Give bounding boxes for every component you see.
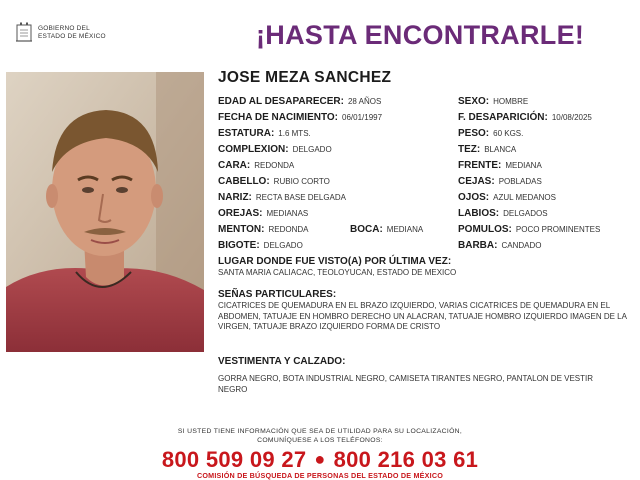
- headline: ¡HASTA ENCONTRARLE!: [256, 20, 585, 50]
- clothing-text: GORRA NEGRO, BOTA INDUSTRIAL NEGRO, CAMISETA TIRANTES NEGRO, PANTALON DE VESTIR NEGRO: [218, 374, 594, 394]
- field-label: FECHA DE NACIMIENTO:: [218, 112, 338, 123]
- phone-number-1[interactable]: 800 509 09 27: [161, 447, 307, 472]
- field-value: BLANCA: [484, 145, 517, 154]
- field-value: CANDADO: [501, 241, 542, 250]
- field-nariz: [218, 192, 346, 203]
- field-value: DELGADOS: [503, 209, 548, 218]
- field-value: 06/01/1997: [342, 113, 383, 122]
- person-name: JOSE MEZA SANCHEZ: [218, 69, 392, 86]
- field-labios: [458, 208, 548, 219]
- particular-signs-text: CICATRICES DE QUEMADURA EN EL BRAZO IZQUIERDO, VARIAS CICATRICES DE QUEMADURA EN EL ABDOMEN, TATUAJE EN HOMBRO DERECHO UN ALACRAN, TATUAJE HOMBRO IZQUIERDO IMAGEN DE LA VIRGEN, TATUAJE BRAZO IZQUIERDO FORMA DE CRISTO: [218, 301, 627, 331]
- field-label: BOCA:: [350, 224, 383, 235]
- field-sexo: [458, 96, 528, 107]
- field-value: REDONDA: [254, 161, 295, 170]
- field-complexion: [218, 144, 332, 155]
- field-label: SEXO:: [458, 96, 490, 107]
- header: [0, 0, 640, 62]
- field-label: CEJAS:: [458, 176, 495, 187]
- field-value: 10/08/2025: [551, 113, 592, 122]
- government-logo: [14, 22, 106, 44]
- contact-info-line-2: COMUNÍQUESE A LOS TELÉFONOS:: [257, 437, 383, 444]
- field-tez: [458, 144, 516, 155]
- field-value: 60 KGS.: [493, 129, 524, 138]
- field-value: DELGADO: [292, 145, 332, 154]
- field-value: MEDIANA: [386, 225, 424, 234]
- field-bigote: [218, 240, 303, 251]
- field-cabello: [218, 176, 330, 187]
- field-label: OREJAS:: [218, 208, 263, 219]
- field-label: TEZ:: [458, 144, 481, 155]
- field-label: CABELLO:: [218, 176, 270, 187]
- field-label: ESTATURA:: [218, 128, 275, 139]
- field-value: AZUL MEDANOS: [493, 193, 556, 202]
- field-fecha-nacimiento: [218, 112, 382, 123]
- field-pomulos: [458, 224, 600, 235]
- field-ojos: [458, 192, 556, 203]
- field-value: REDONDA: [268, 225, 309, 234]
- clothing-title: VESTIMENTA Y CALZADO:: [218, 356, 346, 367]
- field-edad: [218, 96, 381, 107]
- field-menton: [218, 224, 309, 235]
- field-barba: [458, 240, 541, 251]
- field-fecha-desaparicion: [458, 112, 592, 123]
- field-orejas: [218, 208, 308, 219]
- field-label: MENTON:: [218, 224, 265, 235]
- field-label: CARA:: [218, 160, 251, 171]
- field-label: NARIZ:: [218, 192, 252, 203]
- phone-number-2[interactable]: 800 216 03 61: [333, 447, 479, 472]
- field-value: HOMBRE: [493, 97, 529, 106]
- bullet-separator-icon: ●: [314, 449, 326, 469]
- field-label: COMPLEXION:: [218, 144, 289, 155]
- field-peso: [458, 128, 523, 139]
- field-estatura: [218, 128, 311, 139]
- contact-info: [0, 427, 640, 445]
- last-seen-text: SANTA MARIA CALIACAC, TEOLOYUCAN, ESTADO DE MEXICO: [218, 268, 457, 277]
- field-label: BIGOTE:: [218, 240, 260, 251]
- particular-signs-title: SEÑAS PARTICULARES:: [218, 289, 337, 300]
- field-cara: [218, 160, 294, 171]
- field-value: RECTA BASE DELGADA: [255, 193, 346, 202]
- field-value: MEDIANAS: [266, 209, 309, 218]
- field-boca: [350, 224, 423, 235]
- field-value: DELGADO: [263, 241, 303, 250]
- field-value: 1.6 MTS.: [278, 129, 311, 138]
- contact-info-line-1: SI USTED TIENE INFORMACIÓN QUE SEA DE UTILIDAD PARA SU LOCALIZACIÓN,: [177, 428, 463, 435]
- coat-of-arms-icon: [14, 22, 34, 44]
- field-label: PESO:: [458, 128, 490, 139]
- logo-line-1: GOBIERNO DEL: [38, 25, 90, 32]
- field-label: F. DESAPARICIÓN:: [458, 112, 548, 123]
- field-frente: [458, 160, 542, 171]
- field-label: POMULOS:: [458, 224, 512, 235]
- field-value: POCO PROMINENTES: [515, 225, 601, 234]
- phone-numbers: [0, 447, 640, 473]
- field-label: BARBA:: [458, 240, 498, 251]
- field-label: FRENTE:: [458, 160, 502, 171]
- field-value: MEDIANA: [505, 161, 542, 170]
- commission-name: COMISIÓN DE BÚSQUEDA DE PERSONAS DEL ESTADO DE MÉXICO: [196, 471, 444, 480]
- field-cejas: [458, 176, 542, 187]
- field-value: 28 AÑOS: [347, 97, 382, 106]
- person-portrait-icon: [6, 72, 204, 352]
- field-label: OJOS:: [458, 192, 490, 203]
- last-seen-title: LUGAR DONDE FUE VISTO(A) POR ÚLTIMA VEZ:: [218, 256, 452, 267]
- field-label: EDAD AL DESAPARECER:: [218, 96, 344, 107]
- field-label: LABIOS:: [458, 208, 500, 219]
- field-value: RUBIO CORTO: [273, 177, 330, 186]
- person-photo: [6, 72, 204, 352]
- logo-line-2: ESTADO DE MÉXICO: [38, 33, 106, 40]
- field-value: POBLADAS: [498, 177, 542, 186]
